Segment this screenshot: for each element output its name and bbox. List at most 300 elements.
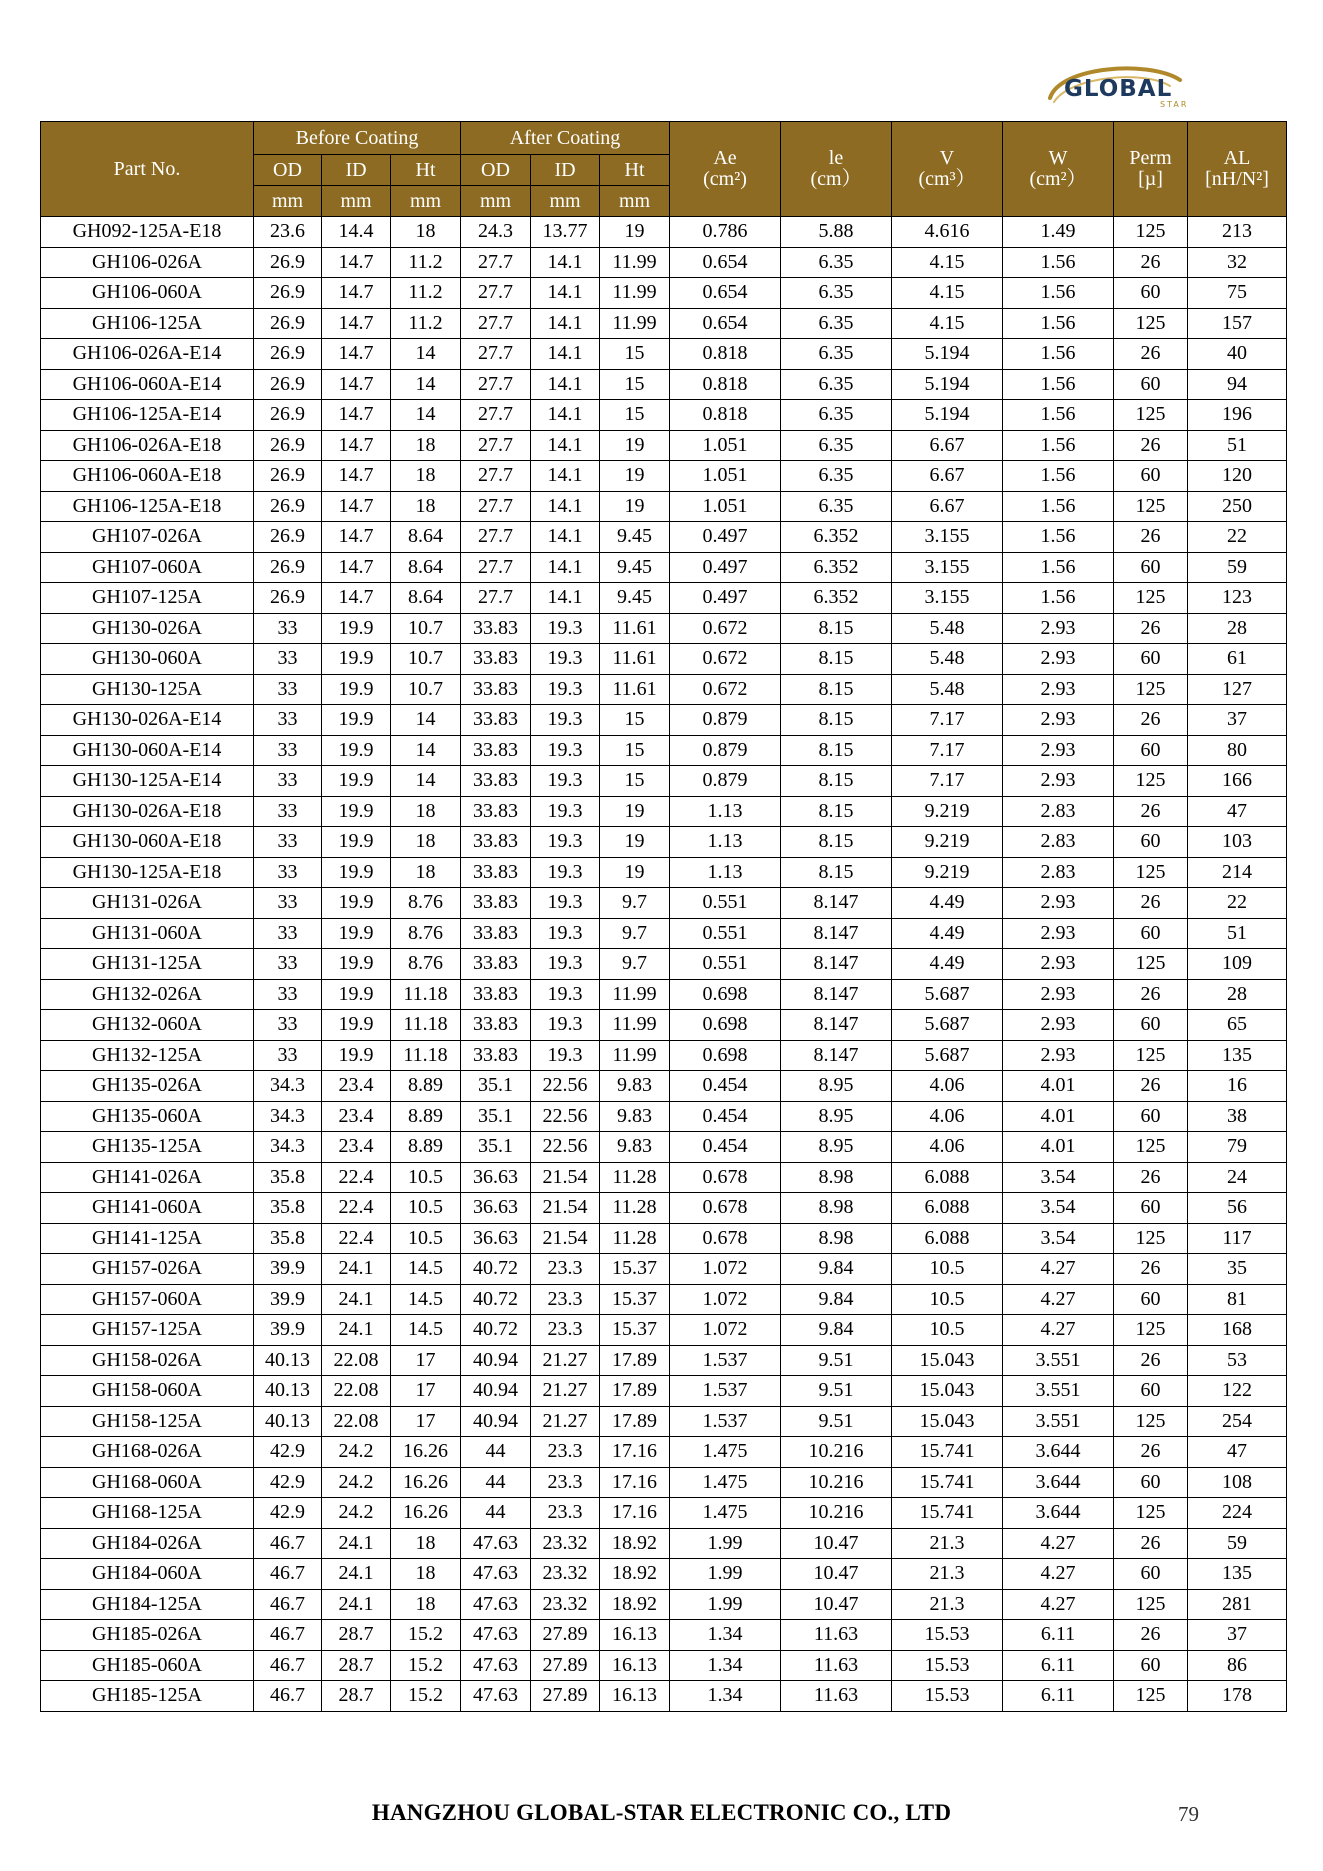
w-cell: 2.93 [1003,613,1114,644]
w-cell: 1.56 [1003,247,1114,278]
perm-cell: 60 [1114,1284,1188,1315]
after-ht-cell: 15.37 [600,1315,670,1346]
col-perm-label: Perm [1129,147,1172,169]
le-cell: 6.35 [781,430,892,461]
part-no-cell: GH168-125A [41,1498,254,1529]
after-id-cell: 14.1 [531,308,600,339]
table-row [41,1559,1287,1590]
after-ht-cell: 9.83 [600,1132,670,1163]
perm-cell: 60 [1114,1650,1188,1681]
le-cell: 8.15 [781,705,892,736]
after-id-cell: 19.3 [531,1010,600,1041]
ae-cell: 0.786 [670,217,781,248]
col-part-no: Part No. [41,122,254,217]
after-id-cell: 14.1 [531,339,600,370]
before-od-cell: 26.9 [254,339,322,370]
al-cell: 53 [1188,1345,1287,1376]
after-id-cell: 19.3 [531,766,600,797]
le-cell: 9.84 [781,1254,892,1285]
part-no-cell: GH131-026A [41,888,254,919]
ae-cell: 0.454 [670,1101,781,1132]
v-cell: 5.48 [892,674,1003,705]
perm-cell: 26 [1114,1528,1188,1559]
perm-cell: 26 [1114,339,1188,370]
after-od-cell: 40.72 [461,1315,531,1346]
after-ht-cell: 11.99 [600,278,670,309]
before-id-cell: 23.4 [322,1071,391,1102]
after-id-cell: 19.3 [531,888,600,919]
part-no-cell: GH106-125A-E14 [41,400,254,431]
before-od-cell: 46.7 [254,1559,322,1590]
page-number: 79 [1178,1802,1199,1826]
before-ht-cell: 10.7 [391,613,461,644]
perm-cell: 26 [1114,430,1188,461]
before-id-cell: 19.9 [322,735,391,766]
after-id-cell: 14.1 [531,278,600,309]
table-row [41,949,1287,980]
before-id-cell: 28.7 [322,1650,391,1681]
le-cell: 8.15 [781,735,892,766]
before-ht-cell: 11.2 [391,247,461,278]
after-ht-cell: 15 [600,766,670,797]
after-id-cell: 22.56 [531,1101,600,1132]
company-logo [1030,58,1210,118]
perm-cell: 26 [1114,979,1188,1010]
part-no-cell: GH130-026A [41,613,254,644]
v-cell: 15.043 [892,1376,1003,1407]
before-ht-cell: 8.76 [391,888,461,919]
after-ht-cell: 16.13 [600,1650,670,1681]
part-no-cell: GH141-125A [41,1223,254,1254]
ae-cell: 0.654 [670,247,781,278]
le-cell: 10.47 [781,1589,892,1620]
le-cell: 8.147 [781,949,892,980]
le-cell: 6.35 [781,278,892,309]
v-cell: 7.17 [892,735,1003,766]
perm-cell: 26 [1114,1254,1188,1285]
after-ht-cell: 16.13 [600,1681,670,1712]
w-cell: 3.644 [1003,1437,1114,1468]
part-no-cell: GH141-026A [41,1162,254,1193]
le-cell: 6.35 [781,369,892,400]
le-cell: 6.35 [781,400,892,431]
after-id-cell: 19.3 [531,827,600,858]
v-cell: 5.48 [892,644,1003,675]
after-ht-cell: 9.45 [600,583,670,614]
w-cell: 2.83 [1003,827,1114,858]
after-ht-cell: 11.99 [600,979,670,1010]
after-od-cell: 33.83 [461,613,531,644]
part-no-cell: GH106-026A [41,247,254,278]
part-no-cell: GH157-060A [41,1284,254,1315]
table-row [41,278,1287,309]
le-cell: 6.352 [781,522,892,553]
v-cell: 7.17 [892,705,1003,736]
after-od-cell: 27.7 [461,583,531,614]
table-row [41,613,1287,644]
le-cell: 6.35 [781,491,892,522]
le-cell: 8.15 [781,674,892,705]
le-cell: 8.147 [781,918,892,949]
le-cell: 9.51 [781,1406,892,1437]
part-no-cell: GH184-060A [41,1559,254,1590]
before-od-cell: 34.3 [254,1101,322,1132]
perm-cell: 125 [1114,308,1188,339]
perm-cell: 26 [1114,1162,1188,1193]
v-cell: 4.15 [892,308,1003,339]
after-ht-cell: 17.89 [600,1406,670,1437]
ae-cell: 0.879 [670,766,781,797]
le-cell: 10.216 [781,1498,892,1529]
w-cell: 4.27 [1003,1559,1114,1590]
v-cell: 5.194 [892,369,1003,400]
col-w [1003,122,1114,217]
al-cell: 32 [1188,247,1287,278]
before-od-cell: 26.9 [254,247,322,278]
after-ht-cell: 19 [600,461,670,492]
before-od-cell: 40.13 [254,1345,322,1376]
after-od-cell: 47.63 [461,1650,531,1681]
after-od-cell: 40.94 [461,1376,531,1407]
before-ht-cell: 15.2 [391,1650,461,1681]
perm-cell: 60 [1114,369,1188,400]
after-ht-cell: 11.61 [600,644,670,675]
table-row [41,796,1287,827]
v-cell: 9.219 [892,796,1003,827]
table-row [41,339,1287,370]
perm-cell: 125 [1114,1681,1188,1712]
table-row [41,522,1287,553]
v-cell: 6.67 [892,461,1003,492]
w-cell: 3.551 [1003,1345,1114,1376]
perm-cell: 60 [1114,644,1188,675]
le-cell: 8.147 [781,1040,892,1071]
w-cell: 1.56 [1003,369,1114,400]
le-cell: 8.15 [781,644,892,675]
al-cell: 135 [1188,1559,1287,1590]
part-no-cell: GH158-060A [41,1376,254,1407]
after-ht-cell: 18.92 [600,1589,670,1620]
before-id-cell: 23.4 [322,1132,391,1163]
before-od-cell: 46.7 [254,1589,322,1620]
ae-cell: 1.13 [670,857,781,888]
ae-cell: 0.672 [670,644,781,675]
ae-cell: 0.497 [670,552,781,583]
w-cell: 2.93 [1003,888,1114,919]
perm-cell: 125 [1114,1498,1188,1529]
col-before-id: ID [322,155,391,186]
after-ht-cell: 15.37 [600,1254,670,1285]
before-od-cell: 33 [254,949,322,980]
le-cell: 8.98 [781,1193,892,1224]
table-row [41,766,1287,797]
before-ht-cell: 10.5 [391,1223,461,1254]
v-cell: 4.616 [892,217,1003,248]
col-al-unit: [nH/N²] [1205,168,1269,190]
after-ht-cell: 9.7 [600,949,670,980]
after-ht-cell: 17.16 [600,1498,670,1529]
after-od-cell: 44 [461,1498,531,1529]
after-ht-cell: 9.45 [600,552,670,583]
table-row [41,918,1287,949]
after-id-cell: 21.54 [531,1223,600,1254]
before-ht-cell: 8.89 [391,1132,461,1163]
after-od-cell: 47.63 [461,1528,531,1559]
before-id-cell: 19.9 [322,1010,391,1041]
col-le-label: le [828,147,844,169]
after-od-cell: 44 [461,1437,531,1468]
part-no-cell: GH132-125A [41,1040,254,1071]
table-header [41,122,1287,217]
part-no-cell: GH157-125A [41,1315,254,1346]
al-cell: 59 [1188,552,1287,583]
before-id-cell: 14.7 [322,308,391,339]
after-ht-cell: 9.83 [600,1071,670,1102]
table-row [41,1376,1287,1407]
before-id-cell: 24.2 [322,1467,391,1498]
after-id-cell: 23.3 [531,1284,600,1315]
le-cell: 8.95 [781,1132,892,1163]
table-row [41,735,1287,766]
perm-cell: 60 [1114,1376,1188,1407]
after-ht-cell: 11.99 [600,1010,670,1041]
al-cell: 51 [1188,430,1287,461]
before-ht-cell: 10.5 [391,1162,461,1193]
before-id-cell: 14.7 [322,247,391,278]
after-id-cell: 13.77 [531,217,600,248]
v-cell: 7.17 [892,766,1003,797]
v-cell: 15.53 [892,1620,1003,1651]
before-id-cell: 14.7 [322,369,391,400]
le-cell: 8.15 [781,857,892,888]
after-id-cell: 19.3 [531,735,600,766]
before-ht-cell: 18 [391,461,461,492]
before-od-cell: 35.8 [254,1193,322,1224]
v-cell: 10.5 [892,1254,1003,1285]
al-cell: 37 [1188,1620,1287,1651]
after-id-cell: 19.3 [531,1040,600,1071]
before-od-cell: 26.9 [254,278,322,309]
after-ht-cell: 11.99 [600,308,670,339]
perm-cell: 26 [1114,705,1188,736]
ae-cell: 0.678 [670,1193,781,1224]
after-ht-cell: 15.37 [600,1284,670,1315]
al-cell: 120 [1188,461,1287,492]
after-od-cell: 27.7 [461,278,531,309]
before-od-cell: 33 [254,857,322,888]
v-cell: 15.043 [892,1345,1003,1376]
perm-cell: 125 [1114,857,1188,888]
ae-cell: 0.654 [670,278,781,309]
w-cell: 1.56 [1003,278,1114,309]
w-cell: 4.27 [1003,1284,1114,1315]
after-od-cell: 35.1 [461,1132,531,1163]
w-cell: 1.56 [1003,552,1114,583]
part-no-cell: GH106-060A-E14 [41,369,254,400]
table-row [41,1071,1287,1102]
after-od-cell: 35.1 [461,1071,531,1102]
perm-cell: 60 [1114,735,1188,766]
ae-cell: 0.551 [670,949,781,980]
before-id-cell: 22.08 [322,1376,391,1407]
w-cell: 1.56 [1003,400,1114,431]
after-od-cell: 33.83 [461,766,531,797]
le-cell: 9.84 [781,1284,892,1315]
before-ht-cell: 10.7 [391,644,461,675]
v-cell: 15.53 [892,1681,1003,1712]
after-ht-cell: 9.45 [600,522,670,553]
after-id-cell: 21.27 [531,1345,600,1376]
table-row [41,1650,1287,1681]
after-id-cell: 14.1 [531,247,600,278]
table-row [41,1681,1287,1712]
after-ht-cell: 11.61 [600,674,670,705]
v-cell: 4.06 [892,1071,1003,1102]
after-id-cell: 19.3 [531,857,600,888]
before-ht-cell: 14 [391,766,461,797]
part-no-cell: GH130-026A-E14 [41,705,254,736]
before-od-cell: 46.7 [254,1681,322,1712]
before-ht-cell: 17 [391,1406,461,1437]
before-ht-cell: 18 [391,1559,461,1590]
al-cell: 108 [1188,1467,1287,1498]
w-cell: 2.83 [1003,796,1114,827]
col-w-label: W [1048,147,1068,169]
before-ht-cell: 14.5 [391,1284,461,1315]
part-no-cell: GH130-125A [41,674,254,705]
after-ht-cell: 15 [600,705,670,736]
after-ht-cell: 11.99 [600,247,670,278]
table-row [41,491,1287,522]
w-cell: 6.11 [1003,1620,1114,1651]
after-id-cell: 14.1 [531,491,600,522]
after-ht-cell: 17.89 [600,1376,670,1407]
before-od-cell: 33 [254,979,322,1010]
before-ht-cell: 14 [391,705,461,736]
v-cell: 21.3 [892,1589,1003,1620]
after-ht-cell: 19 [600,857,670,888]
perm-cell: 26 [1114,888,1188,919]
before-id-cell: 19.9 [322,857,391,888]
ae-cell: 0.698 [670,1040,781,1071]
before-id-cell: 24.1 [322,1559,391,1590]
w-cell: 2.93 [1003,674,1114,705]
after-od-cell: 27.7 [461,369,531,400]
perm-cell: 26 [1114,247,1188,278]
unit-before-od: mm [254,186,322,217]
ae-cell: 1.537 [670,1376,781,1407]
le-cell: 8.147 [781,888,892,919]
table-row [41,1498,1287,1529]
after-ht-cell: 15 [600,735,670,766]
table-row [41,1101,1287,1132]
perm-cell: 60 [1114,461,1188,492]
perm-cell: 125 [1114,674,1188,705]
after-od-cell: 27.7 [461,491,531,522]
after-id-cell: 22.56 [531,1132,600,1163]
le-cell: 8.15 [781,766,892,797]
table-row [41,369,1287,400]
part-no-cell: GH107-026A [41,522,254,553]
after-od-cell: 33.83 [461,918,531,949]
table-row [41,217,1287,248]
before-od-cell: 33 [254,705,322,736]
v-cell: 10.5 [892,1315,1003,1346]
ae-cell: 1.537 [670,1406,781,1437]
after-od-cell: 27.7 [461,400,531,431]
unit-before-id: mm [322,186,391,217]
v-cell: 6.67 [892,491,1003,522]
after-od-cell: 33.83 [461,888,531,919]
before-ht-cell: 14 [391,369,461,400]
after-ht-cell: 16.13 [600,1620,670,1651]
le-cell: 9.51 [781,1345,892,1376]
le-cell: 8.98 [781,1162,892,1193]
before-id-cell: 24.1 [322,1315,391,1346]
before-id-cell: 19.9 [322,674,391,705]
al-cell: 40 [1188,339,1287,370]
perm-cell: 125 [1114,217,1188,248]
before-id-cell: 14.7 [322,278,391,309]
le-cell: 10.216 [781,1437,892,1468]
before-ht-cell: 11.2 [391,308,461,339]
before-ht-cell: 14 [391,339,461,370]
before-id-cell: 22.4 [322,1223,391,1254]
ae-cell: 0.818 [670,369,781,400]
w-cell: 4.01 [1003,1071,1114,1102]
before-od-cell: 26.9 [254,400,322,431]
after-ht-cell: 11.28 [600,1223,670,1254]
before-id-cell: 14.7 [322,522,391,553]
table-row [41,247,1287,278]
after-id-cell: 23.3 [531,1467,600,1498]
part-no-cell: GH106-026A-E18 [41,430,254,461]
after-ht-cell: 18.92 [600,1528,670,1559]
before-id-cell: 23.4 [322,1101,391,1132]
before-od-cell: 40.13 [254,1406,322,1437]
le-cell: 6.352 [781,583,892,614]
after-od-cell: 47.63 [461,1589,531,1620]
after-id-cell: 27.89 [531,1681,600,1712]
v-cell: 6.67 [892,430,1003,461]
w-cell: 2.93 [1003,1040,1114,1071]
perm-cell: 125 [1114,1132,1188,1163]
part-no-cell: GH130-026A-E18 [41,796,254,827]
v-cell: 4.49 [892,888,1003,919]
before-ht-cell: 11.2 [391,278,461,309]
v-cell: 4.49 [892,918,1003,949]
al-cell: 178 [1188,1681,1287,1712]
before-id-cell: 22.4 [322,1162,391,1193]
v-cell: 6.088 [892,1193,1003,1224]
le-cell: 9.84 [781,1315,892,1346]
before-od-cell: 39.9 [254,1254,322,1285]
al-cell: 281 [1188,1589,1287,1620]
le-cell: 8.15 [781,796,892,827]
before-id-cell: 14.7 [322,583,391,614]
table-row [41,1254,1287,1285]
after-od-cell: 44 [461,1467,531,1498]
al-cell: 214 [1188,857,1287,888]
w-cell: 6.11 [1003,1681,1114,1712]
al-cell: 59 [1188,1528,1287,1559]
v-cell: 15.741 [892,1467,1003,1498]
part-no-cell: GH130-125A-E14 [41,766,254,797]
ae-cell: 1.475 [670,1498,781,1529]
table-row [41,1193,1287,1224]
after-id-cell: 23.3 [531,1254,600,1285]
w-cell: 1.56 [1003,339,1114,370]
